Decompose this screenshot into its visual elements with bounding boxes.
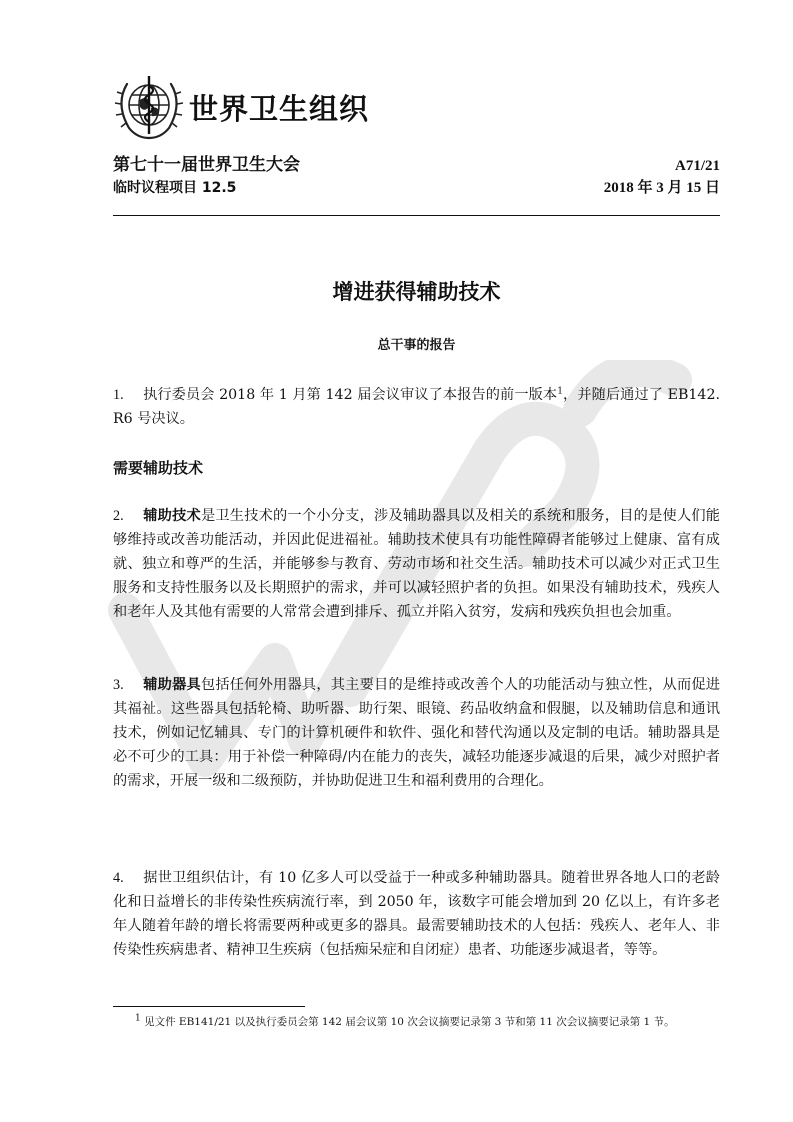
paragraph-number: 2. <box>113 508 124 524</box>
assembly-title: 第七十一届世界卫生大会 <box>113 155 300 175</box>
document-subtitle: 总干事的报告 <box>377 338 456 353</box>
agenda-item: 临时议程项目 12.5 <box>113 180 237 196</box>
header-divider <box>113 215 720 216</box>
paragraph-number: 3. <box>113 677 124 693</box>
who-logo <box>113 72 369 142</box>
paragraph-text: 据世卫组织估计，有 10 亿多人可以受益于一种或多种辅助器具。随着世界各地人口的老龄化和日益增长的非传染性疾病流行率，到 2050 年，该数字可能会增加到 20 亿以上，有许多老年人随着年龄的增长将需要两种或更多的器具。最需要辅助技术的人包括：残疾人、老年人、非传染性疾病患者、精神卫生疾病（包括痴呆症和自闭症）患者、功能逐步减退者，等等。 <box>113 870 720 958</box>
org-name: 世界卫生组织 <box>189 91 370 126</box>
paragraph-text: 是卫生技术的一个小分支，涉及辅助器具以及相关的系统和服务，目的是使人们能够维持或改善功能活动，并因此促进福祉。辅助技术使具有功能性障碍者能够过上健康、富有成就、独立和尊严的生活，并能够参与教育、劳动市场和社交生活。辅助技术可以减少对正式卫生服务和支持性服务以及长期照护的需求，并可以减轻照护者的负担。如果没有辅助技术，残疾人和老年人及其他有需要的人常常会遭到排斥、孤立并陷入贫穷，发病和残疾负担也会加重。 <box>113 508 720 620</box>
who-emblem-icon <box>113 72 185 142</box>
section-heading: 需要辅助技术 <box>113 459 204 477</box>
paragraph-3 <box>113 673 720 793</box>
footnote-ref[interactable]: 1 <box>557 386 563 397</box>
document-title: 增进获得辅助技术 <box>332 280 501 304</box>
document-number: A71/21 <box>675 158 720 174</box>
footnote-text: 见文件 EB141/21 以及执行委员会第 142 届会议第 10 次会议摘要记录第 3 节和第 11 次会议摘要记录第 1 节。 <box>144 1016 675 1028</box>
paragraph-text-cont: ，并随后通过了 EB142.R6 号决议。 <box>113 387 720 427</box>
document-date: 2018 年 3 月 15 日 <box>603 180 720 196</box>
paragraph-text: 执行委员会 2018 年 1 月第 142 届会议审议了本报告的前一版本 <box>143 387 558 403</box>
paragraph-text: 包括任何外用器具，其主要目的是维持或改善个人的功能活动与独立性，从而促进其福祉。这些器具包括轮椅、助听器、助行架、眼镜、药品收纳盒和假腿，以及辅助信息和通讯技术，例如记忆辅具、专门的计算机硬件和软件、强化和替代沟通以及定制的电话。辅助器具是必不可少的工具：用于补偿一种障碍/内在能力的丧失，减轻功能逐步减退的后果，减少对照护者的需求，开展一级和二级预防，并协助促进卫生和福利费用的合理化。 <box>113 677 720 789</box>
header-row-1 <box>113 150 720 175</box>
paragraph-1 <box>113 383 720 431</box>
footnote-divider <box>113 1006 305 1007</box>
term-bold: 辅助器具 <box>143 677 201 693</box>
paragraph-number: 4. <box>113 870 124 886</box>
term-bold: 辅助技术 <box>143 508 201 524</box>
footnote-mark: 1 <box>135 1013 141 1024</box>
footnote <box>135 1015 725 1029</box>
paragraph-4 <box>113 866 720 962</box>
paragraph-2 <box>113 504 720 624</box>
paragraph-number: 1. <box>113 387 124 403</box>
header-row-2 <box>113 176 720 197</box>
